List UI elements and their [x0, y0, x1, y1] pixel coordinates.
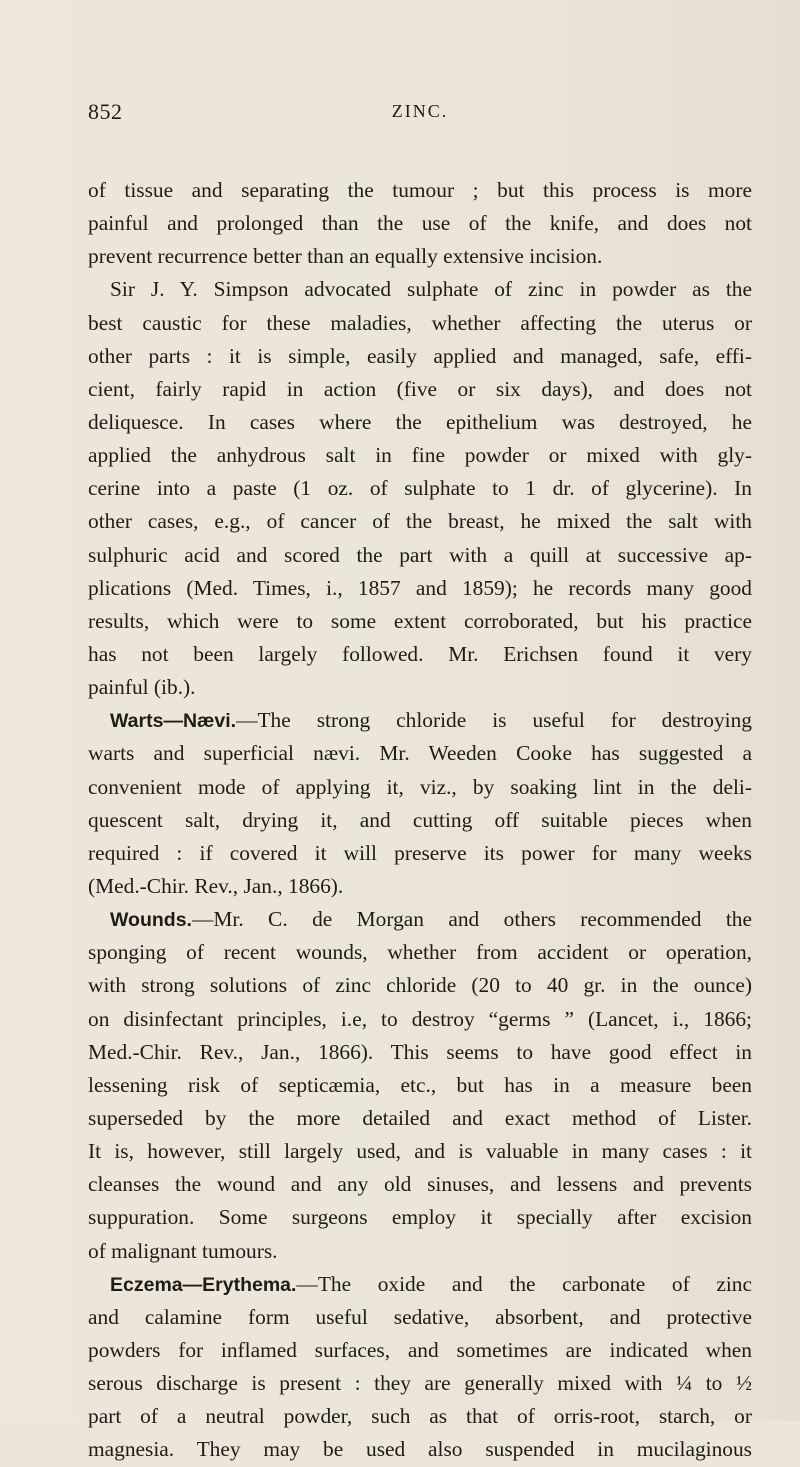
- text-line: warts and superficial nævi. Mr. Weeden Cooke has suggested a: [88, 741, 752, 766]
- text-run: —The strong chloride is useful for destroying: [236, 708, 752, 733]
- text-line: (Med.-Chir. Rev., Jan., 1866).: [88, 873, 344, 898]
- text-run: —Mr. C. de Morgan and others recommended the: [191, 907, 752, 932]
- text-line: plications (Med. Times, i., 1857 and 1859); he records many good: [88, 575, 752, 600]
- page-header: [88, 99, 752, 133]
- text-line: other cases, e.g., of cancer of the breast, he mixed the salt with: [88, 509, 752, 534]
- section-heading-eczema: Eczema—Erythema.: [110, 1273, 297, 1296]
- text-line: powders for inflamed surfaces, and sometimes are indicated when: [88, 1337, 752, 1362]
- text-line: of malignant tumours.: [88, 1238, 278, 1263]
- text-run: —The oxide and the carbonate of zinc: [296, 1271, 752, 1296]
- text-line: magnesia. They may be used also suspended in mucilaginous: [88, 1437, 752, 1462]
- paragraph-warts: [88, 704, 752, 903]
- text-line: [88, 903, 752, 936]
- text-line: cerine into a paste (1 oz. of sulphate to 1 dr. of glycerine). In: [88, 476, 752, 501]
- text-line: part of a neutral powder, such as that of orris-root, starch, or: [88, 1404, 752, 1429]
- text-line: on disinfectant principles, i.e, to destroy “germs ” (Lancet, i., 1866;: [88, 1006, 752, 1031]
- text-line: [88, 1268, 752, 1301]
- text-line: painful and prolonged than the use of the knife, and does not: [88, 211, 752, 236]
- section-heading-wounds: Wounds.: [110, 909, 192, 932]
- text-line: and calamine form useful sedative, absorbent, and protective: [88, 1304, 752, 1329]
- text-line: superseded by the more detailed and exact method of Lister.: [88, 1105, 752, 1130]
- text-line: serous discharge is present : they are generally mixed with ¼ to ½: [88, 1371, 752, 1396]
- text-line: has not been largely followed. Mr. Erichsen found it very: [88, 641, 752, 666]
- text-line: convenient mode of applying it, viz., by soaking lint in the deli-: [88, 774, 752, 799]
- text-line: results, which were to some extent corroborated, but his practice: [88, 608, 752, 633]
- text-line: sulphuric acid and scored the part with a quill at successive ap-: [88, 542, 752, 567]
- text-line: cient, fairly rapid in action (five or six days), and does not: [88, 376, 752, 401]
- text-line: other parts : it is simple, easily applied and managed, safe, effi-: [88, 343, 752, 368]
- text-line: lessening risk of septicæmia, etc., but has in a measure been: [88, 1072, 752, 1097]
- page-number: 852: [88, 99, 123, 124]
- text-line: required : if covered it will preserve its power for many weeks: [88, 840, 752, 865]
- text-line: It is, however, still largely used, and is valuable in many cases : it: [88, 1139, 752, 1164]
- text-line: suppuration. Some surgeons employ it specially after excision: [88, 1205, 752, 1230]
- text-line: Sir J. Y. Simpson advocated sulphate of zinc in powder as the: [110, 277, 752, 302]
- text-line: deliquesce. In cases where the epithelium was destroyed, he: [88, 409, 752, 434]
- text-line: prevent recurrence better than an equally extensive incision.: [88, 244, 603, 269]
- section-heading-warts: Warts—Nævi.: [110, 710, 237, 733]
- text-line: cleanses the wound and any old sinuses, and lessens and prevents: [88, 1172, 752, 1197]
- text-line: best caustic for these maladies, whether affecting the uterus or: [88, 310, 752, 335]
- text-line: of tissue and separating the tumour ; but this process is more: [88, 178, 752, 202]
- running-head: ZINC.: [391, 101, 449, 121]
- paragraph-eczema: [88, 1268, 752, 1467]
- text-line: with strong solutions of zinc chloride (20 to 40 gr. in the ounce): [88, 973, 752, 998]
- text-line: applied the anhydrous salt in fine powder or mixed with gly-: [88, 443, 752, 468]
- paragraph-simpson: [88, 273, 752, 704]
- page-body: [88, 174, 752, 1466]
- text-line: Med.-Chir. Rev., Jan., 1866). This seems to have good effect in: [88, 1039, 752, 1064]
- text-line: sponging of recent wounds, whether from accident or operation,: [88, 940, 752, 965]
- paragraph-wounds: [88, 903, 752, 1268]
- text-line: painful (ib.).: [88, 675, 196, 700]
- paragraph-tissue-continuation: [88, 174, 752, 273]
- text-line: [88, 704, 752, 737]
- text-line: quescent salt, drying it, and cutting off suitable pieces when: [88, 807, 752, 832]
